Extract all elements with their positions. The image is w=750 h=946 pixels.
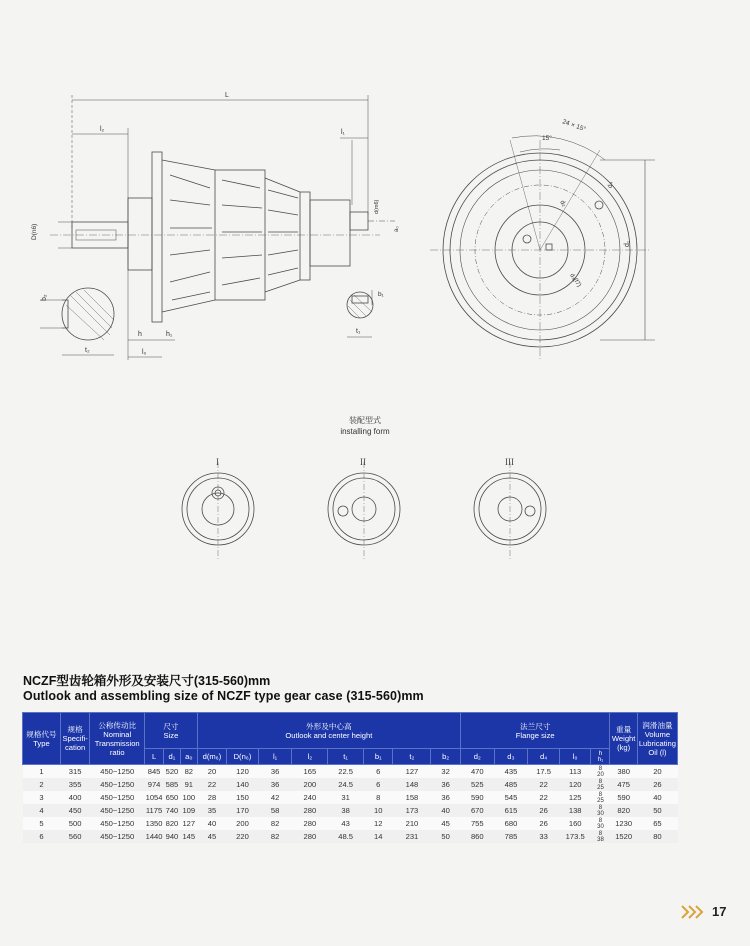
cell-spec: 400 <box>60 791 89 804</box>
cell-df: 590 <box>460 791 494 804</box>
th-sub: d₄ <box>528 749 560 765</box>
cell-spec: 450 <box>60 804 89 817</box>
cell-d3: 485 <box>494 778 528 791</box>
th-type: 规格代号 Type <box>23 713 61 765</box>
cell-a0: 145 <box>180 830 197 843</box>
cell-weight: 1230 <box>610 817 637 830</box>
cell-a0: 109 <box>180 804 197 817</box>
cell-oil: 50 <box>637 804 677 817</box>
cell-l0: 138 <box>559 804 591 817</box>
cell-oil: 80 <box>637 830 677 843</box>
dim-d2: d₂ <box>558 199 568 209</box>
cell-a0: 100 <box>180 791 197 804</box>
cell-weight: 1520 <box>610 830 637 843</box>
dimension-table <box>22 712 678 843</box>
dim-l1: l₁ <box>341 129 345 136</box>
table-row <box>23 804 678 817</box>
cell-ratio: 450~1250 <box>90 791 145 804</box>
cell-weight: 820 <box>610 804 637 817</box>
cell-h-h1: 8 20 <box>591 765 610 779</box>
cell-df: 755 <box>460 817 494 830</box>
cell-l0: 113 <box>559 765 591 779</box>
cell-spec: 500 <box>60 817 89 830</box>
cell-ratio: 450~1250 <box>90 817 145 830</box>
dim-angle-24: 24 × 15° <box>561 118 587 134</box>
th-sub: l₂ <box>292 749 328 765</box>
dim-a0: a₀ <box>394 226 400 232</box>
table-title-cn: NCZF型齿轮箱外形及安装尺寸(315-560)mm <box>23 674 271 688</box>
cell-d3: 615 <box>494 804 528 817</box>
cell-d: 45 <box>197 830 226 843</box>
cell-d: 20 <box>197 765 226 779</box>
cell-d1: 520 <box>164 765 181 779</box>
cell-d3: 545 <box>494 791 528 804</box>
th-sub: d₂ <box>460 749 494 765</box>
dim-t1: t₁ <box>356 328 361 335</box>
th-sub: D(n₆) <box>227 749 259 765</box>
cell-L: 1440 <box>145 832 163 841</box>
cell-df: 525 <box>460 778 494 791</box>
cell-t2: 210 <box>393 817 431 830</box>
form-label-1: I <box>216 457 219 467</box>
cell-d: 40 <box>197 817 226 830</box>
dim-h: h <box>138 331 142 338</box>
cell-l2: 280 <box>292 817 328 830</box>
cell-a0: 82 <box>180 765 197 779</box>
dim-b1-key: b₁ <box>378 291 384 298</box>
dim-angle-15: 15° <box>542 135 552 142</box>
th-flange: 法兰尺寸 Flange size <box>460 713 610 749</box>
cell-type: 1 <box>23 765 61 779</box>
dim-d4: d₄ <box>607 181 614 188</box>
cell-d4: 26 <box>528 804 560 817</box>
cell-d: 35 <box>197 804 226 817</box>
th-ratio: 公称传动比 Nominal Transmission ratio <box>90 713 145 765</box>
cell-df: 860 <box>460 830 494 843</box>
cell-d4: 22 <box>528 778 560 791</box>
cell-b1: 8 <box>364 791 393 804</box>
th-sub: l₁ <box>258 749 292 765</box>
cell-l1: 42 <box>258 791 292 804</box>
cell-L: 974 <box>145 778 164 791</box>
dim-d3: d₃(f7) <box>568 272 582 289</box>
cell-b1: 6 <box>364 778 393 791</box>
cell-h-h1: 8 30 <box>591 804 610 817</box>
cell-oil: 65 <box>637 817 677 830</box>
dim-t2: t₂ <box>85 347 90 354</box>
cell-b2: 36 <box>431 778 461 791</box>
dim-l2: l₂ <box>100 126 105 133</box>
table-row <box>23 830 678 843</box>
cell-D: 170 <box>227 804 259 817</box>
dim-d-m6: d(m6) <box>374 199 380 214</box>
cell-l1: 36 <box>258 765 292 779</box>
cell-d1: 650 <box>164 791 181 804</box>
cell-d1: 820 <box>164 817 181 830</box>
cell-oil: 40 <box>637 791 677 804</box>
cell-weight: 590 <box>610 791 637 804</box>
cell-D: 200 <box>227 817 259 830</box>
dim-L: L <box>225 92 229 99</box>
cell-t2: 173 <box>393 804 431 817</box>
th-spec: 规格 Specifi-cation <box>60 713 89 765</box>
cell-weight: 475 <box>610 778 637 791</box>
cell-b1: 12 <box>364 817 393 830</box>
th-sub: d₃ <box>494 749 528 765</box>
cell-b2: 32 <box>431 765 461 779</box>
cell-h-h1: 8 30 <box>591 817 610 830</box>
th-outlook: 外形及中心高 Outlook and center height <box>197 713 460 749</box>
dim-d1: d₁ <box>624 240 631 247</box>
cell-l2: 280 <box>292 804 328 817</box>
cell-t1: 43 <box>328 817 364 830</box>
th-sub: L <box>145 749 164 765</box>
cell-spec: 315 <box>60 765 89 779</box>
cell-type: 5 <box>23 817 61 830</box>
cell-b2: 50 <box>431 830 461 843</box>
cell-d4: 17.5 <box>528 765 560 779</box>
cell-t2: 148 <box>393 778 431 791</box>
cell-type: 2 <box>23 778 61 791</box>
cell-ratio: 450~1250 <box>90 778 145 791</box>
cell-t2: 158 <box>393 791 431 804</box>
cell-D: 150 <box>227 791 259 804</box>
cell-b2: 40 <box>431 804 461 817</box>
cell-d1: 940 <box>164 830 181 843</box>
th-sub: d₁ <box>164 749 181 765</box>
cell-l1: 58 <box>258 804 292 817</box>
cell-l1: 82 <box>258 817 292 830</box>
cell-l2: 240 <box>292 791 328 804</box>
cell-l1: 36 <box>258 778 292 791</box>
table-row <box>23 791 678 804</box>
cell-D: 140 <box>227 778 259 791</box>
cell-ratio: 450~1250 <box>90 804 145 817</box>
cell-d4: 33 <box>528 830 560 843</box>
table-row <box>23 778 678 791</box>
table-body <box>23 765 678 844</box>
cell-d3: 680 <box>494 817 528 830</box>
cell-h-h1: 8 38 <box>591 830 610 843</box>
cell-a0: 91 <box>180 778 197 791</box>
cell-t2: 231 <box>393 830 431 843</box>
chevrons-icon <box>680 904 710 920</box>
cell-l0: 160 <box>559 817 591 830</box>
cell-ratio: 450~1250 <box>90 765 145 779</box>
cell-t1: 22.5 <box>328 765 364 779</box>
th-size: 尺寸 Size <box>145 713 198 749</box>
th-sub-h: h h₁ <box>591 749 610 765</box>
cell-d3: 785 <box>494 830 528 843</box>
cell-df: 670 <box>460 804 494 817</box>
cell-b1: 6 <box>364 765 393 779</box>
cell-b2: 36 <box>431 791 461 804</box>
table-title-en: Outlook and assembling size of NCZF type gear case (315-560)mm <box>23 689 424 703</box>
cell-type: 6 <box>23 830 61 843</box>
cell-b2: 45 <box>431 817 461 830</box>
cell-t1: 31 <box>328 791 364 804</box>
cell-l2: 200 <box>292 778 328 791</box>
cell-b1: 14 <box>364 830 393 843</box>
th-sub: b₂ <box>431 749 461 765</box>
cell-D: 120 <box>227 765 259 779</box>
th-sub: a₀ <box>180 749 197 765</box>
cell-spec: 355 <box>60 778 89 791</box>
dim-D-n6: D(n6) <box>31 223 38 240</box>
cell-d1: 740 <box>164 804 181 817</box>
form-label-2: II <box>360 457 366 467</box>
cell-L: 845 <box>145 765 164 779</box>
cell-l1: 82 <box>258 830 292 843</box>
cell-d4: 22 <box>528 791 560 804</box>
cell-h-h1: 8 25 <box>591 778 610 791</box>
cell-spec: 560 <box>60 830 89 843</box>
cell-a0: 127 <box>180 817 197 830</box>
cell-type: 3 <box>23 791 61 804</box>
cell-l2: 280 <box>292 830 328 843</box>
installing-form-title: 装配型式 installing form <box>340 416 390 436</box>
cell-L: 1054 <box>145 793 163 802</box>
table-row <box>23 765 678 779</box>
cell-l0: 125 <box>559 791 591 804</box>
dim-h1: h₁ <box>166 331 173 338</box>
cell-df: 470 <box>460 765 494 779</box>
cell-d1: 585 <box>164 778 181 791</box>
th-sub: t₁ <box>328 749 364 765</box>
cell-D: 220 <box>227 830 259 843</box>
cell-t1: 48.5 <box>328 830 364 843</box>
page-number: 17 <box>712 904 727 919</box>
cell-ratio: 450~1250 <box>90 830 145 843</box>
cell-d4: 26 <box>528 817 560 830</box>
cell-t1: 38 <box>328 804 364 817</box>
cell-d: 28 <box>197 791 226 804</box>
dim-l0: l₀ <box>142 349 147 356</box>
cell-l0: 173.5 <box>559 830 591 843</box>
cell-h-h1: 8 25 <box>591 791 610 804</box>
form-label-3: III <box>505 457 514 467</box>
cell-oil: 26 <box>637 778 677 791</box>
th-weight: 重量 Weight (kg) <box>610 713 637 765</box>
dim-b2: b₂ <box>41 294 48 301</box>
th-sub: d(m₆) <box>197 749 226 765</box>
cell-d: 22 <box>197 778 226 791</box>
th-sub: b₁ <box>364 749 393 765</box>
cell-t1: 24.5 <box>328 778 364 791</box>
cell-L: 1350 <box>145 819 163 828</box>
cell-b1: 10 <box>364 804 393 817</box>
cell-t2: 127 <box>393 765 431 779</box>
cell-l0: 120 <box>559 778 591 791</box>
th-sub: l₀ <box>559 749 591 765</box>
th-oil: 润滑油量 Volume Lubricating Oil (l) <box>637 713 677 765</box>
cell-weight: 380 <box>610 765 637 779</box>
th-sub: t₂ <box>393 749 431 765</box>
table-row <box>23 817 678 830</box>
cell-d3: 435 <box>494 765 528 779</box>
cell-l2: 165 <box>292 765 328 779</box>
cell-L: 1175 <box>145 806 163 815</box>
cell-oil: 20 <box>637 765 677 779</box>
cell-type: 4 <box>23 804 61 817</box>
